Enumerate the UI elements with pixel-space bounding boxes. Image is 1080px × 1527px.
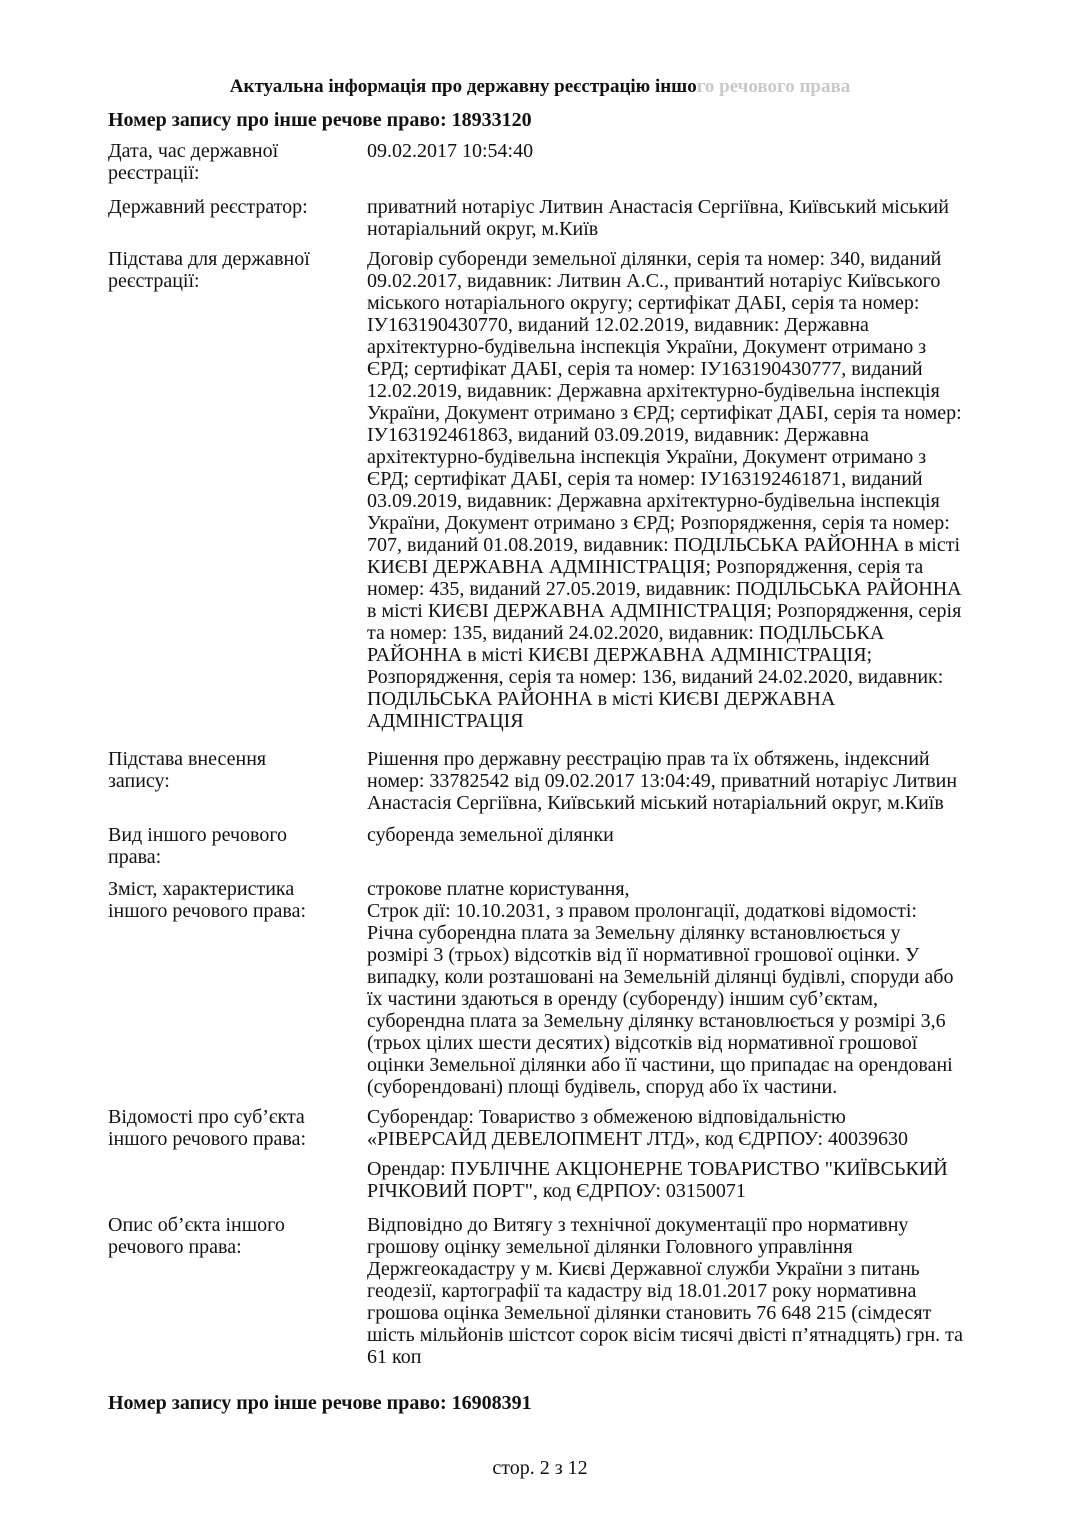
field-registration-basis	[108, 248, 1028, 748]
field-label: Опис об’єкта іншого речового права:	[108, 1214, 285, 1258]
field-label: Вид іншого речового права:	[108, 824, 288, 868]
field-value: Рішення про державну реєстрацію прав та їх обтяжень, індексний номер: 33782542 від 09.02.2017 13:04:49, приватний нотаріус Литвин Анастасія Сергіївна, Київський міський нотаріальний округ, м.Київ	[367, 748, 958, 814]
field-label: Відомості про суб’єкта іншого речового права:	[108, 1106, 307, 1150]
record-number-heading	[108, 107, 532, 133]
field-label: Дата, час державної реєстрації:	[108, 140, 279, 184]
field-value: строкове платне користування, Строк дії: 10.10.2031, з правом пролонгації, додаткові відомості: Річна суборендна плата за Земельну ділянку встановлюється у розмірі 3 (трьох) відсотків від її нормативної грошової оцінки. У випадку, коли розташовані на Земельній ділянці будівлі, споруди або їх частини здаються в оренду (суборенду) іншим суб’єктам, суборендна плата за Земельну ділянку встановлюється у розмірі 3,6 (трьох цілих шести десятих) відсотків від нормативної грошової оцінки Земельної ділянки або її частини, що припадає на орендовані (суборендовані) площі будівель, споруд або їх частини.	[367, 878, 954, 1098]
field-value: Відповідно до Витягу з технічної документації про нормативну грошову оцінку земельної ділянки Головного управління Держгеокадастру у м. Києві Державної служби України з питань геодезії, картографії та кадастру від 18.01.2017 року нормативна грошова оцінка Земельної ділянки становить 76 648 215 (сімдесят шість мільйонів шістсот сорок вісім тисячі двісті п’ятнадцять) грн. та 61 коп	[367, 1214, 964, 1368]
field-object-description	[108, 1214, 1028, 1384]
document-title-text: Актуальна інформація про державну реєстрацію іншо	[229, 76, 697, 97]
field-registration-datetime	[108, 140, 1028, 196]
page-number: стор. 2 з 12	[492, 1457, 588, 1479]
document-title	[0, 74, 1080, 100]
record-number-label: Номер запису про інше речове право:	[108, 109, 447, 131]
field-entry-basis	[108, 748, 1028, 824]
field-label: Підстава внесення запису:	[108, 748, 267, 792]
field-label: Зміст, характеристика іншого речового права:	[108, 878, 307, 922]
field-label: Підстава для державної реєстрації:	[108, 248, 310, 292]
field-value: Суборендар: Товариство з обмеженою відповідальністю «РІВЕРСАЙД ДЕВЕЛОПМЕНТ ЛТД», код ЄДРПОУ: 40039630	[367, 1106, 908, 1150]
field-right-subjects	[108, 1106, 1028, 1214]
field-value-secondary: Орендар: ПУБЛІЧНЕ АКЦІОНЕРНЕ ТОВАРИСТВО "КИЇВСЬКИЙ РІЧКОВИЙ ПОРТ", код ЄДРПОУ: 03150071	[367, 1158, 948, 1202]
field-label: Державний реєстратор:	[108, 196, 308, 218]
record-number-value: 18933120	[451, 109, 532, 131]
field-registrar	[108, 196, 1028, 248]
document-title-faded-text: го речового права	[696, 76, 851, 97]
field-value: приватний нотаріус Литвин Анастасія Сергіївна, Київський міський нотаріальний округ, м.Київ	[367, 196, 949, 240]
next-record-number-value: 16908391	[451, 1392, 532, 1414]
field-value: суборенда земельної ділянки	[367, 824, 614, 846]
next-record-number-label: Номер запису про інше речове право:	[108, 1392, 447, 1414]
field-value: 09.02.2017 10:54:40	[367, 140, 534, 162]
field-right-content	[108, 878, 1028, 1106]
field-right-type	[108, 824, 1028, 878]
field-value: Договір суборенди земельної ділянки, серія та номер: 340, виданий 09.02.2017, видавник: Литвин А.С., привантий нотаріус Київського міського нотаріального округу; сертифікат ДАБІ, серія та номер: ІУ163190430770, виданий 12.02.2019, видавник: Державна архітектурно-будівельна інспекція України, Документ отримано з ЄРД; сертифікат ДАБІ, серія та номер: ІУ163190430777, виданий 12.02.2019, видавник: Державна архітектурно-будівельна інспекція України, Документ отримано з ЄРД; сертифікат ДАБІ, серія та номер: ІУ163192461863, виданий 03.09.2019, видавник: Державна архітектурно-будівельна інспекція України, Документ отримано з ЄРД; сертифікат ДАБІ, серія та номер: ІУ163192461871, виданий 03.09.2019, видавник: Державна архітектурно-будівельна інспекція України, Документ отримано з ЄРД; Розпорядження, серія та номер: 707, виданий 01.08.2019, видавник: ПОДІЛЬСЬКА РАЙОННА в місті КИЄВІ ДЕРЖАВНА АДМІНІСТРАЦІЯ; Розпорядження, серія та номер: 435, виданий 27.05.2019, видавник: ПОДІЛЬСЬКА РАЙОННА в місті КИЄВІ ДЕРЖАВНА АДМІНІСТРАЦІЯ; Розпорядження, серія та номер: 135, виданий 24.02.2020, видавник: ПОДІЛЬСЬКА РАЙОННА в місті КИЄВІ ДЕРЖАВНА АДМІНІСТРАЦІЯ; Розпорядження, серія та номер: 136, виданий 24.02.2020, видавник: ПОДІЛЬСЬКА РАЙОННА в місті КИЄВІ ДЕРЖАВНА АДМІНІСТРАЦІЯ	[367, 248, 962, 732]
next-record-number-heading	[108, 1390, 532, 1416]
record-fields	[108, 140, 1028, 1384]
